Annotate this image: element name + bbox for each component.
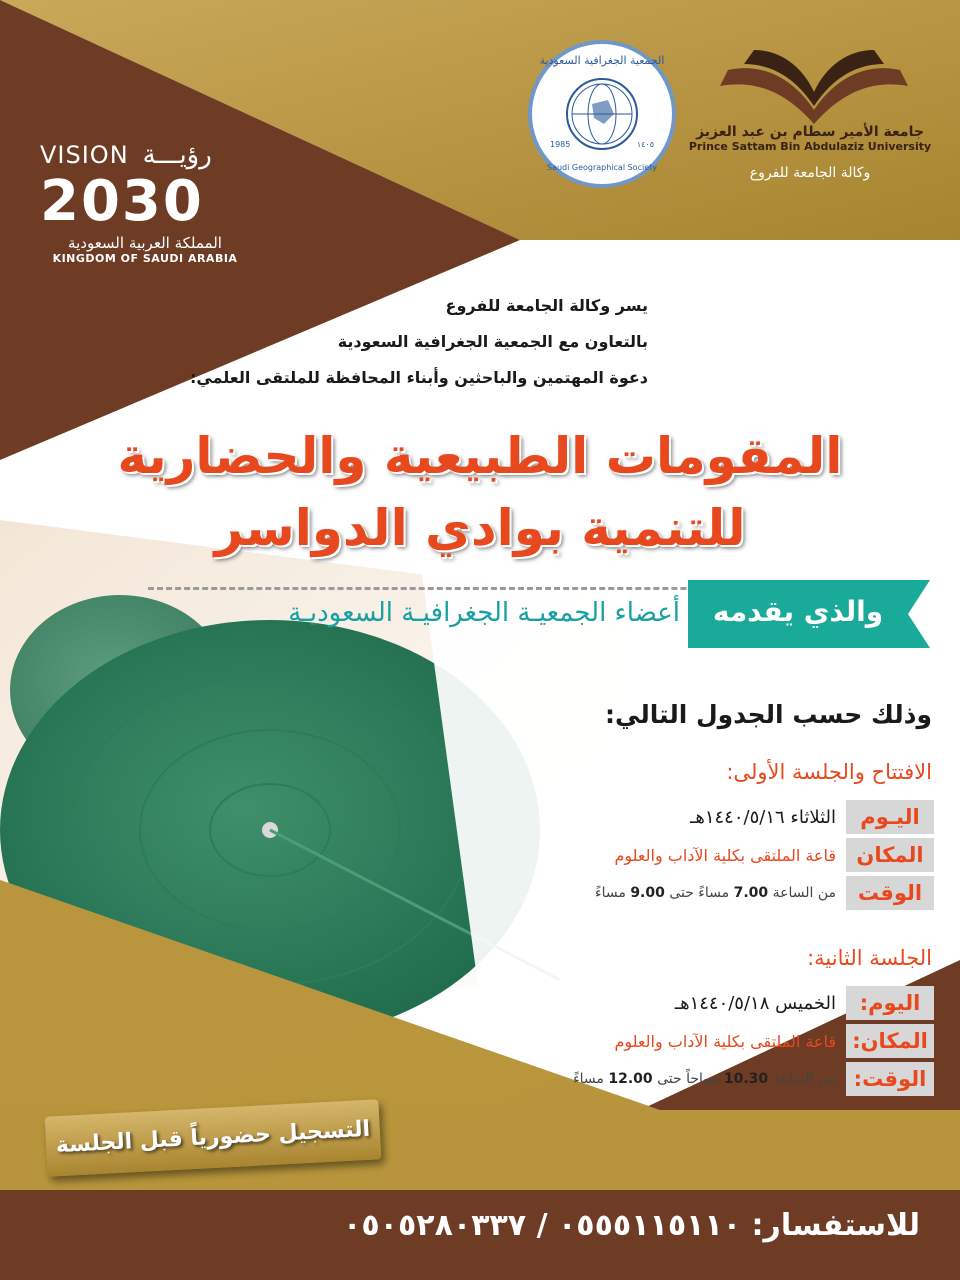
agency-label: وكالة الجامعة للفروع	[749, 165, 871, 181]
time-prefix: من الساعة	[772, 1071, 836, 1087]
globe-icon	[566, 78, 638, 150]
intro-text	[188, 288, 648, 396]
contact-label: للاستفسار:	[751, 1208, 920, 1243]
session-2-title: الجلسة الثانية:	[807, 946, 932, 970]
time-value	[573, 1071, 846, 1087]
vision-label-en: VISION	[40, 141, 129, 169]
session-1-place-row	[440, 838, 934, 872]
university-logo	[680, 40, 940, 181]
presenters-text: أعضاء الجمعيـة الجغرافيـة السعوديـة	[288, 598, 680, 628]
university-name-ar: جامعة الأمير سطام بن عبد العزيز	[696, 124, 924, 140]
schedule-heading: وذلك حسب الجدول التالي:	[605, 700, 932, 729]
place-label: المكان	[846, 838, 934, 872]
day-value: الثلاثاء ١٤٤٠/٥/١٦هـ	[690, 806, 836, 828]
vision-year: 2030	[40, 169, 204, 234]
session-2-place-row	[440, 1024, 934, 1058]
time-end: 12.00	[608, 1071, 653, 1087]
day-label: اليـوم	[846, 800, 934, 834]
time-mid: مساءً حتى	[669, 885, 730, 901]
seal-year-2: ١٤٠٥	[636, 140, 654, 149]
vision-2030-logo	[40, 140, 250, 265]
university-name-en: Prince Sattam Bin Abdulaziz University	[688, 140, 932, 153]
intro-line-3: دعوة المهتمين والباحثين وأبناء المحافظة للملتقى العلمي:	[189, 368, 648, 387]
book-icon	[714, 40, 914, 130]
time-start: 10.30	[723, 1071, 769, 1087]
intro-line-2: بالتعاون مع الجمعية الجغرافية السعودية	[337, 332, 648, 351]
time-suffix: مساءً	[595, 885, 626, 901]
event-title-line-2: للتنمية بوادي الدواسر	[214, 499, 746, 557]
time-prefix: من الساعة	[772, 885, 836, 901]
seal-year-1: 1985	[550, 140, 571, 149]
contact-phones: ٠٥٥٥١١٥١١٠ / ٠٥٠٥٢٨٠٣٣٧	[343, 1208, 742, 1243]
event-title	[80, 420, 880, 564]
time-value	[595, 885, 846, 901]
place-value: قاعة الملتقى بكلية الآداب والعلوم	[614, 1031, 836, 1051]
vision-country-en: KINGDOM OF SAUDI ARABIA	[52, 252, 238, 265]
place-value: قاعة الملتقى بكلية الآداب والعلوم	[614, 845, 836, 865]
day-value: الخميس ١٤٤٠/٥/١٨هـ	[674, 992, 836, 1014]
session-1-time-row	[440, 876, 934, 910]
time-mid: صباحاً حتى	[657, 1071, 720, 1087]
place-label: المكان:	[846, 1024, 934, 1058]
presented-by-ribbon: والذي يقدمه	[688, 580, 908, 648]
session-2-time-row	[440, 1062, 934, 1096]
registration-badge: التسجيل حضورياً قبل الجلسة	[45, 1099, 382, 1176]
seal-text-ar: الجمعية الجغرافية السعودية	[539, 54, 665, 67]
contact-line	[20, 1208, 920, 1243]
session-1-day-row	[440, 800, 934, 834]
intro-line-1: يسر وكالة الجامعة للفروع	[445, 296, 648, 315]
vision-label-ar: رؤيـــة	[142, 140, 212, 170]
event-title-line-1: المقومات الطبيعية والحضارية	[117, 427, 843, 485]
day-label: اليوم:	[846, 986, 934, 1020]
seal-text-en: Saudi Geographical Society	[546, 163, 657, 172]
session-2-day-row	[440, 986, 934, 1020]
geographical-society-seal	[528, 40, 676, 188]
time-start: 7.00	[733, 885, 769, 901]
time-label: الوقت	[846, 876, 934, 910]
vision-country-ar: المملكة العربية السعودية	[68, 234, 222, 252]
session-1-title: الافتتاح والجلسة الأولى:	[726, 760, 932, 784]
time-suffix: مساءً	[573, 1071, 604, 1087]
time-label: الوقت:	[846, 1062, 934, 1096]
time-end: 9.00	[630, 885, 665, 901]
